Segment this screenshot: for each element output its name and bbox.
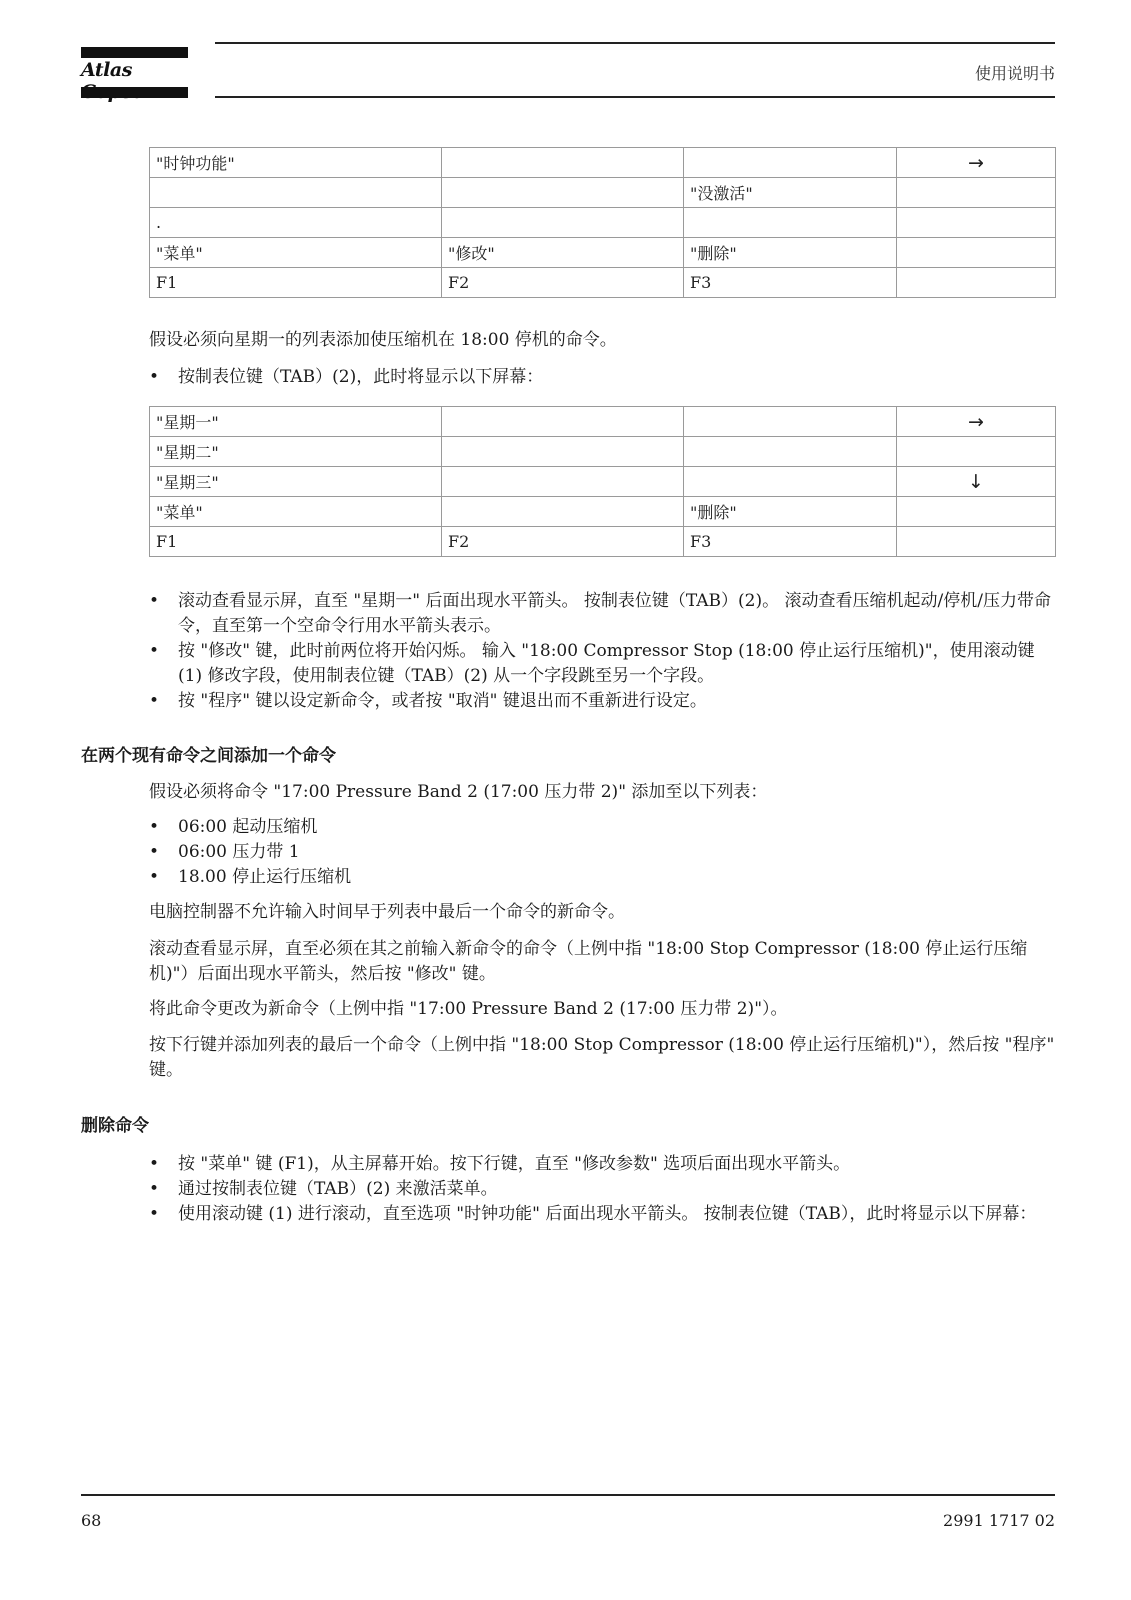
paragraph: 假设必须将命令 "17:00 Pressure Band 2 (17:00 压力带 2)" 添加至以下列表：: [149, 782, 768, 802]
table-cell: [897, 437, 1056, 467]
bullet-icon: •: [149, 1204, 160, 1224]
table-row: [150, 437, 1056, 467]
table-cell: [897, 268, 1056, 298]
table-cell: .: [150, 208, 442, 238]
clock-function-screen-table: [149, 147, 1056, 298]
table-cell: [684, 467, 897, 497]
table-cell: "修改": [442, 238, 684, 268]
table-cell: [897, 208, 1056, 238]
table-cell: "菜单": [150, 497, 442, 527]
page-number: 68: [81, 1511, 102, 1530]
list-item: [149, 365, 1059, 390]
table-cell: F2: [442, 268, 684, 298]
bullet-list: [149, 815, 1059, 890]
table-cell: [442, 148, 684, 178]
table-cell: "没激活": [684, 178, 897, 208]
bullet-icon: •: [149, 817, 160, 837]
header-rule-bottom: [215, 96, 1055, 98]
paragraph: 按下行键并添加列表的最后一个命令（上例中指 "18:00 Stop Compressor (18:00 停止运行压缩机)"），然后按 "程序" 键。: [149, 1035, 1055, 1080]
table-row: [150, 208, 1056, 238]
list-item: [149, 589, 1059, 639]
list-item: [149, 689, 1059, 714]
logo-bar-bottom: [81, 87, 188, 98]
list-item: [149, 840, 1059, 865]
list-item: [149, 815, 1059, 840]
table-row: [150, 148, 1056, 178]
table-cell: "时钟功能": [150, 148, 442, 178]
list-item-text: 18.00 停止运行压缩机: [178, 867, 352, 887]
table-cell: [897, 178, 1056, 208]
bullet-icon: •: [149, 1179, 160, 1199]
table-row: [150, 527, 1056, 557]
atlas-copco-logo: Atlas: [81, 59, 132, 81]
table-cell: [442, 407, 684, 437]
table-cell: F1: [150, 268, 442, 298]
table-cell: [150, 178, 442, 208]
bullet-icon: •: [149, 591, 160, 611]
footer-rule: [81, 1494, 1055, 1496]
logo-bar-top: [81, 47, 188, 58]
paragraph: 将此命令更改为新命令（上例中指 "17:00 Pressure Band 2 (17:00 压力带 2)"）。: [149, 999, 788, 1019]
list-item-text: 按制表位键（TAB）(2)，此时将显示以下屏幕：: [178, 367, 544, 387]
table-cell: [442, 208, 684, 238]
table-cell: [442, 497, 684, 527]
table-cell: [897, 527, 1056, 557]
list-item: [149, 639, 1059, 689]
bullet-list: [149, 589, 1059, 714]
list-item-text: 06:00 起动压缩机: [178, 817, 318, 837]
table-row: [150, 268, 1056, 298]
table-cell: "星期一": [150, 407, 442, 437]
header-rule-top: [215, 42, 1055, 44]
table-row: [150, 407, 1056, 437]
list-item: [149, 865, 1059, 890]
bullet-icon: •: [149, 641, 160, 661]
bullet-icon: •: [149, 842, 160, 862]
table-cell: "删除": [684, 497, 897, 527]
table-cell: F3: [684, 527, 897, 557]
list-item-text: 按 "程序" 键以设定新命令，或者按 "取消" 键退出而不重新进行设定。: [178, 691, 707, 711]
list-item: [149, 1152, 1059, 1177]
table-cell: "星期三": [150, 467, 442, 497]
table-cell: F1: [150, 527, 442, 557]
document-title: 使用说明书: [974, 64, 1055, 83]
table-row: [150, 467, 1056, 497]
weekday-screen-table: [149, 406, 1056, 557]
right-arrow-icon: →: [897, 407, 1056, 437]
paragraph: 电脑控制器不允许输入时间早于列表中最后一个命令的新命令。: [149, 902, 625, 922]
table-cell: [684, 407, 897, 437]
down-arrow-icon: ↓: [897, 467, 1056, 497]
table-row: [150, 238, 1056, 268]
document-number: 2991 1717 02: [943, 1511, 1055, 1530]
paragraph: 假设必须向星期一的列表添加使压缩机在 18:00 停机的命令。: [149, 330, 617, 350]
table-cell: [684, 437, 897, 467]
bullet-icon: •: [149, 1154, 160, 1174]
table-cell: [442, 467, 684, 497]
table-cell: [684, 208, 897, 238]
table-cell: [442, 437, 684, 467]
table-cell: [897, 238, 1056, 268]
table-cell: [897, 497, 1056, 527]
list-item-text: 使用滚动键 (1) 进行滚动，直至选项 "时钟功能" 后面出现水平箭头。 按制表位键（TAB），此时将显示以下屏幕：: [178, 1204, 1037, 1224]
bullet-icon: •: [149, 367, 160, 387]
list-item-text: 06:00 压力带 1: [178, 842, 300, 862]
section-heading: 删除命令: [81, 1116, 149, 1136]
list-item-text: 滚动查看显示屏，直至 "星期一" 后面出现水平箭头。 按制表位键（TAB）(2)。 滚动查看压缩机起动/停机/压力带命令，直至第一个空命令行用水平箭头表示。: [178, 591, 1051, 636]
table-cell: [684, 148, 897, 178]
bullet-list: [149, 365, 1059, 390]
bullet-icon: •: [149, 867, 160, 887]
list-item-text: 按 "修改" 键，此时前两位将开始闪烁。 输入 "18:00 Compressor Stop (18:00 停止运行压缩机)"，使用滚动键 (1) 修改字段，使用制表位键（TAB）(2) 从一个字段跳至另一个字段。: [178, 641, 1035, 686]
list-item: [149, 1202, 1059, 1227]
list-item-text: 按 "菜单" 键 (F1)，从主屏幕开始。按下行键，直至 "修改参数" 选项后面出现水平箭头。: [178, 1154, 851, 1174]
table-cell: "删除": [684, 238, 897, 268]
table-row: [150, 497, 1056, 527]
section-heading: 在两个现有命令之间添加一个命令: [81, 746, 336, 766]
bullet-icon: •: [149, 691, 160, 711]
table-cell: "菜单": [150, 238, 442, 268]
right-arrow-icon: →: [897, 148, 1056, 178]
paragraph: 滚动查看显示屏，直至必须在其之前输入新命令的命令（上例中指 "18:00 Stop Compressor (18:00 停止运行压缩机)"）后面出现水平箭头，然后按 "修改" 键。: [149, 939, 1028, 984]
list-item: [149, 1177, 1059, 1202]
table-cell: F2: [442, 527, 684, 557]
bullet-list: [149, 1152, 1059, 1227]
table-cell: "星期二": [150, 437, 442, 467]
table-cell: [442, 178, 684, 208]
list-item-text: 通过按制表位键（TAB）(2) 来激活菜单。: [178, 1179, 498, 1199]
table-row: [150, 178, 1056, 208]
table-cell: F3: [684, 268, 897, 298]
